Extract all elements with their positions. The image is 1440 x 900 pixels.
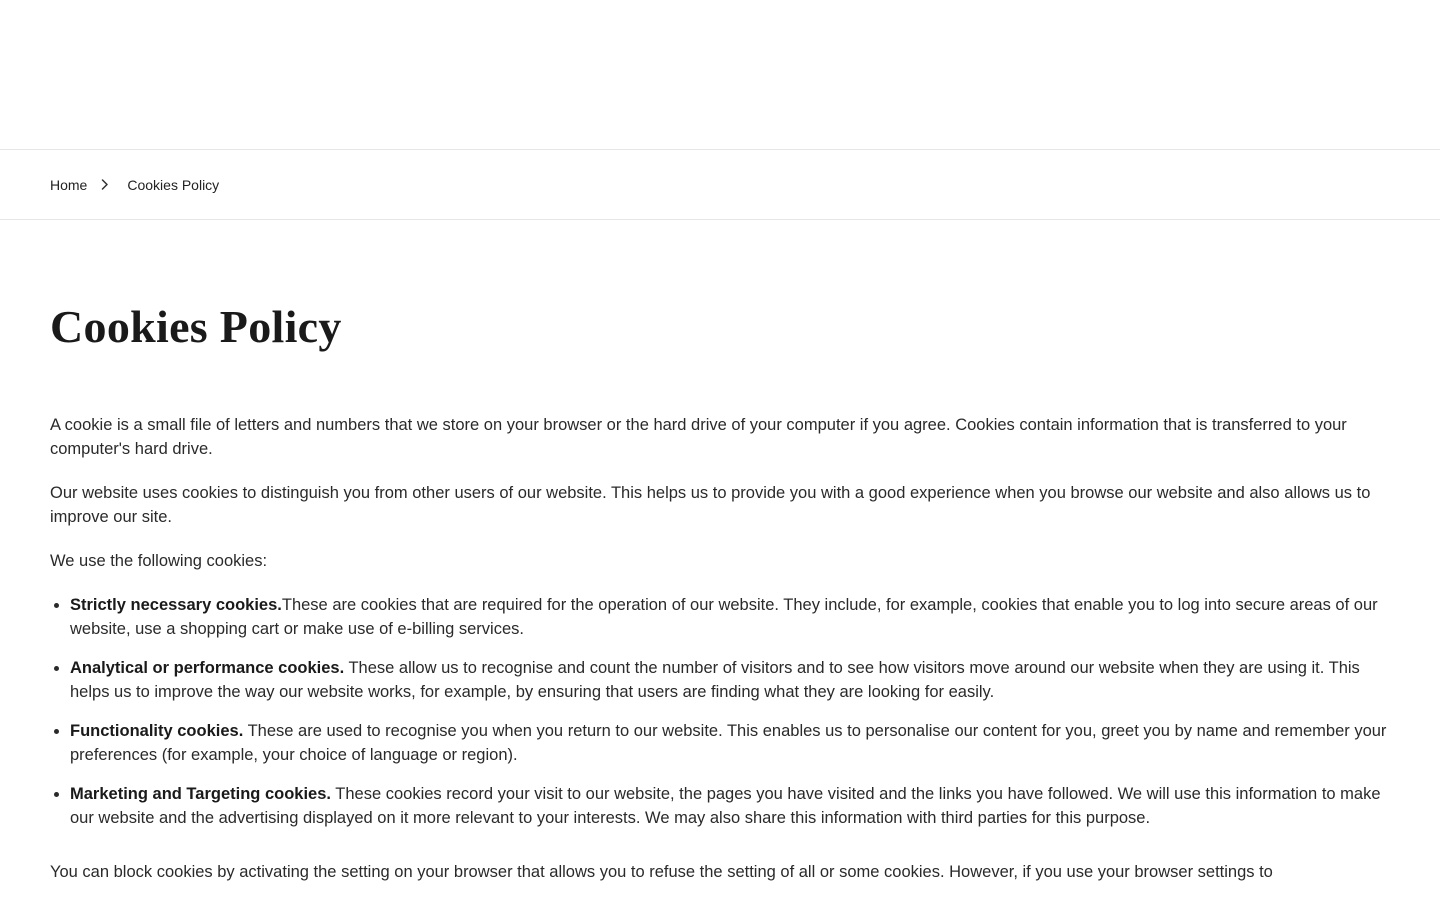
breadcrumb (0, 150, 1440, 220)
usage-paragraph: Our website uses cookies to distinguish you from other users of our website. This helps us to provide you with a good experience when you browse our website and also allows us to improve our site. (50, 484, 1371, 526)
blocking-paragraph: You can block cookies by activating the setting on your browser that allows you to refuse the setting of all or some cookies. However, if you use your browser settings to (50, 863, 1273, 881)
cookie-type-name: Functionality cookies. (70, 722, 244, 740)
chevron-right-icon (101, 179, 109, 190)
list-item (70, 719, 1390, 767)
cookie-type-name: Strictly necessary cookies. (70, 596, 282, 614)
site-header (0, 0, 1440, 150)
cookie-type-name: Marketing and Targeting cookies. (70, 785, 331, 803)
intro-paragraph: A cookie is a small file of letters and numbers that we store on your browser or the hard drive of your computer if you agree. Cookies contain information that is transferred to your computer's hard drive. (50, 416, 1347, 458)
cookie-type-description: These allow us to recognise and count the number of visitors and to see how visitors move around our website when they are using it. This helps us to improve the way our website works, for example, by ensuring that users are finding what they are looking for easily. (70, 659, 1360, 701)
cookie-type-description: These cookies record your visit to our website, the pages you have visited and the links you have followed. We will use this information to make our website and the advertising displayed on it more relevant to your interests. We may also share this information with third parties for this purpose. (70, 785, 1381, 827)
list-item (70, 782, 1390, 830)
cookie-type-description: These are used to recognise you when you return to our website. This enables us to personalise our content for you, greet you by name and remember your preferences (for example, your choice of language or region). (70, 722, 1387, 764)
cookie-type-name: Analytical or performance cookies. (70, 659, 345, 677)
cookie-type-description: These are cookies that are required for the operation of our website. They include, for example, cookies that enable you to log into secure areas of our website, use a shopping cart or make use of e-billing services. (70, 596, 1378, 638)
list-item (70, 593, 1390, 641)
list-item (70, 656, 1390, 704)
breadcrumb-current: Cookies Policy (127, 176, 220, 193)
cookie-types-list (70, 593, 1390, 830)
list-intro-paragraph: We use the following cookies: (50, 552, 268, 570)
breadcrumb-home-link[interactable]: Home (50, 176, 88, 193)
main-content (0, 301, 1440, 884)
page-title: Cookies Policy (50, 301, 342, 352)
